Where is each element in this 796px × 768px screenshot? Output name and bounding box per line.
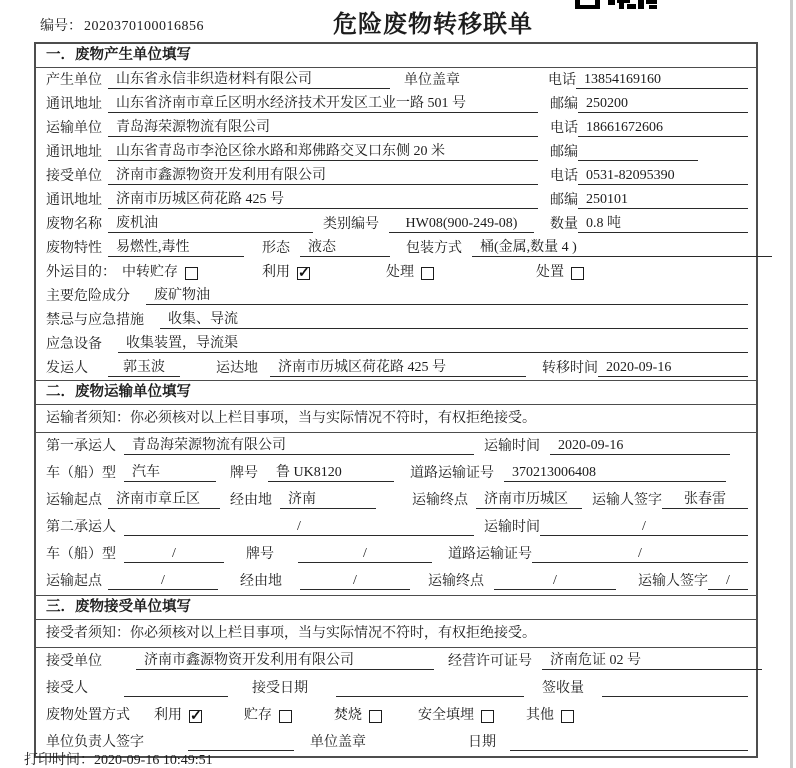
sign-qty-value — [602, 696, 748, 697]
disposal-landfill-checkbox-icon — [481, 710, 494, 723]
disposal-option-storage — [244, 704, 292, 724]
route1-via-label: 经由地 — [230, 493, 272, 508]
hazard-value: 废矿物油 — [146, 284, 748, 305]
waste-name-label: 废物名称 — [46, 217, 102, 232]
transporter-phone-value: 18661672606 — [578, 120, 748, 137]
dest-label: 运达地 — [216, 361, 258, 376]
route1-end-label: 运输终点 — [412, 493, 468, 508]
form-row-taboo — [36, 308, 756, 332]
form-row-receiver-address — [36, 188, 756, 212]
waste-code-value: HW08(900-249-08) — [389, 216, 534, 233]
section-producer — [36, 44, 756, 381]
disposal-option-other — [526, 704, 574, 724]
form-row-carrier1 — [36, 433, 756, 460]
form-row-transporter-address — [36, 140, 756, 164]
receiver-label: 接受单位 — [46, 169, 102, 184]
disposal-other-label: 其他 — [526, 708, 554, 723]
disposal-other-checkbox-icon — [561, 710, 574, 723]
receiver-zip-value: 250101 — [578, 192, 748, 209]
form-row-carrier2 — [36, 514, 756, 541]
road-license1-label: 道路运输证号 — [410, 466, 494, 481]
acceptor-value — [124, 696, 228, 697]
form-row-receive-unit — [36, 648, 756, 675]
dest-value: 济南市历城区荷花路 425 号 — [270, 356, 526, 377]
print-time — [24, 749, 213, 768]
route2-start-value: / — [108, 573, 218, 590]
plate2-value: / — [298, 546, 432, 563]
route1-start-value: 济南市章丘区 — [108, 488, 220, 509]
route2-sign-label: 运输人签字 — [638, 574, 708, 589]
sign-date-value — [510, 750, 748, 751]
receiver-phone-label: 电话 — [550, 169, 578, 184]
form-row-disposal — [36, 702, 756, 729]
route2-via-value: / — [300, 573, 410, 590]
receiver-addr-value: 济南市历城区荷花路 425 号 — [108, 188, 538, 209]
operate-license-value: 济南危证 02 号 — [542, 649, 762, 670]
disposal-utilize-label: 利用 — [154, 708, 182, 723]
dispose-checkbox-icon — [571, 267, 584, 280]
purpose-label: 外运目的： — [46, 265, 116, 280]
route2-start-label: 运输起点 — [46, 574, 102, 589]
option-dispose-label: 处置 — [536, 265, 564, 280]
producer-phone-label: 电话 — [548, 73, 576, 88]
transporter-phone-label: 电话 — [550, 121, 578, 136]
waste-char-label: 废物特性 — [46, 241, 102, 256]
producer-value: 山东省永信非织造材料有限公司 — [108, 68, 390, 89]
producer-phone-value: 13854169160 — [576, 72, 748, 89]
form-row-waste-character — [36, 236, 756, 260]
plate1-label: 牌号 — [230, 466, 258, 481]
page-edge-line — [790, 0, 793, 768]
route1-sign-value: 张春雷 — [662, 488, 748, 509]
unit-stamp-label: 单位盖章 — [310, 735, 366, 750]
vehicle1-value: 汽车 — [124, 461, 216, 482]
form-row-route1 — [36, 487, 756, 514]
manifest-form — [34, 42, 758, 758]
disposal-label: 废物处置方式 — [46, 708, 130, 723]
treat-checkbox-icon — [421, 267, 434, 280]
operate-license-label: 经营许可证号 — [448, 654, 532, 669]
form-row-equipment — [36, 332, 756, 356]
carrier1-label: 第一承运人 — [46, 439, 116, 454]
vehicle2-label: 车（船）型 — [46, 547, 116, 562]
carrier2-time-label: 运输时间 — [484, 520, 540, 535]
vehicle1-label: 车（船）型 — [46, 466, 116, 481]
route2-sign-value: / — [708, 573, 748, 590]
option-treat-label: 处理 — [386, 265, 414, 280]
waste-qty-value: 0.8 吨 — [578, 212, 748, 233]
form-row-vehicle1 — [36, 460, 756, 487]
waste-form-value: 液态 — [300, 236, 390, 257]
producer-label: 产生单位 — [46, 73, 102, 88]
sign-date-label: 日期 — [468, 735, 496, 750]
equipment-value: 收集装置，导流渠 — [118, 332, 748, 353]
doc-number-value: 2020370100016856 — [84, 19, 204, 34]
disposal-landfill-label: 安全填埋 — [418, 708, 474, 723]
hazard-label: 主要危险成分 — [46, 289, 130, 304]
route2-end-value: / — [494, 573, 616, 590]
stamp-label: 单位盖章 — [404, 73, 460, 88]
carrier2-time-value: / — [540, 519, 748, 536]
disposal-incinerate-checkbox-icon — [369, 710, 382, 723]
receiver-phone-value: 0531-82095390 — [578, 168, 748, 185]
taboo-value: 收集、导流 — [160, 308, 748, 329]
route1-sign-label: 运输人签字 — [592, 493, 662, 508]
form-row-vehicle2 — [36, 541, 756, 568]
plate1-value: 鲁 UK8120 — [268, 461, 394, 482]
acceptor-label: 接受人 — [46, 681, 88, 696]
form-row-hazard — [36, 284, 756, 308]
producer-addr-label: 通讯地址 — [46, 97, 102, 112]
disposal-storage-label: 贮存 — [244, 708, 272, 723]
disposal-incinerate-label: 焚烧 — [334, 708, 362, 723]
disposal-utilize-checkbox-icon — [189, 710, 202, 723]
carrier1-value: 青岛海荣源物流有限公司 — [124, 434, 474, 455]
waste-char-value: 易燃性,毒性 — [108, 236, 244, 257]
transporter-notice: 运输者须知：你必须核对以上栏目事项，当与实际情况不符时，有权拒绝接受。 — [36, 405, 756, 433]
section3-header: 三．废物接受单位填写 — [36, 596, 756, 620]
transporter-label: 运输单位 — [46, 121, 102, 136]
section-transporter — [36, 381, 756, 596]
option-transfer-storage-label: 中转贮存 — [122, 265, 178, 280]
transporter-value: 青岛海荣源物流有限公司 — [108, 116, 538, 137]
receive-unit-value: 济南市鑫源物资开发利用有限公司 — [136, 649, 434, 670]
waste-pack-value: 桶(金属,数量 4 ) — [472, 236, 772, 257]
carrier1-time-label: 运输时间 — [484, 439, 540, 454]
utilize-checkbox-icon — [297, 267, 310, 280]
road-license2-value: / — [532, 546, 748, 563]
page-title: 危险废物转移联单 — [333, 12, 533, 38]
responsible-sign-label: 单位负责人签字 — [46, 735, 144, 750]
shipper-value: 郭玉波 — [108, 356, 180, 377]
waste-name-value: 废机油 — [108, 212, 313, 233]
transfer-time-label: 转移时间 — [542, 361, 598, 376]
taboo-label: 禁忌与应急措施 — [46, 313, 144, 328]
transporter-addr-label: 通讯地址 — [46, 145, 102, 160]
section1-header: 一．废物产生单位填写 — [36, 44, 756, 68]
waste-qty-label: 数量 — [550, 217, 578, 232]
route1-via-value: 济南 — [280, 488, 376, 509]
option-utilize-label: 利用 — [262, 265, 290, 280]
transfer-time-value: 2020-09-16 — [598, 360, 748, 377]
section2-header: 二．废物运输单位填写 — [36, 381, 756, 405]
print-time-value: 2020-09-16 10:49:51 — [94, 753, 213, 768]
print-time-label: 打印时间： — [24, 753, 94, 768]
form-row-receiver — [36, 164, 756, 188]
form-row-transporter — [36, 116, 756, 140]
accept-date-value — [336, 696, 524, 697]
route1-start-label: 运输起点 — [46, 493, 102, 508]
form-row-producer — [36, 68, 756, 92]
form-row-shipper — [36, 356, 756, 380]
waste-code-label: 类别编号 — [323, 217, 379, 232]
doc-number — [40, 15, 204, 35]
plate2-label: 牌号 — [246, 547, 274, 562]
option-utilize — [262, 261, 310, 281]
producer-zip-value: 250200 — [578, 96, 748, 113]
form-row-route2 — [36, 568, 756, 595]
carrier1-time-value: 2020-09-16 — [550, 438, 730, 455]
form-row-producer-address — [36, 92, 756, 116]
sign-qty-label: 签收量 — [542, 681, 584, 696]
vehicle2-value: / — [124, 546, 224, 563]
option-treat — [386, 261, 434, 281]
waste-pack-label: 包装方式 — [406, 241, 462, 256]
disposal-option-incinerate — [334, 704, 382, 724]
receiver-addr-label: 通讯地址 — [46, 193, 102, 208]
option-transfer-storage — [122, 261, 198, 281]
carrier2-value: / — [124, 519, 474, 536]
receiver-notice: 接受者须知：你必须核对以上栏目事项，当与实际情况不符时，有权拒绝接受。 — [36, 620, 756, 648]
disposal-storage-checkbox-icon — [279, 710, 292, 723]
equipment-label: 应急设备 — [46, 337, 102, 352]
option-dispose — [536, 261, 584, 281]
transporter-zip-label: 邮编 — [550, 145, 578, 160]
transfer-storage-checkbox-icon — [185, 267, 198, 280]
receiver-zip-label: 邮编 — [550, 193, 578, 208]
qr-code-fragment-icon — [575, 0, 657, 10]
shipper-label: 发运人 — [46, 361, 88, 376]
form-row-acceptor — [36, 675, 756, 702]
receiver-value: 济南市鑫源物资开发利用有限公司 — [108, 164, 538, 185]
waste-form-label: 形态 — [262, 241, 290, 256]
form-row-waste-name — [36, 212, 756, 236]
transporter-addr-value: 山东省青岛市李沧区徐水路和郑佛路交叉口东侧 20 米 — [108, 140, 538, 161]
producer-addr-value: 山东省济南市章丘区明水经济技术开发区工业一路 501 号 — [108, 92, 538, 113]
disposal-option-landfill — [418, 704, 494, 724]
accept-date-label: 接受日期 — [252, 681, 308, 696]
form-row-purpose — [36, 260, 756, 284]
road-license2-label: 道路运输证号 — [448, 547, 532, 562]
road-license1-value: 370213006408 — [504, 465, 726, 482]
section-receiver — [36, 596, 756, 756]
producer-zip-label: 邮编 — [550, 97, 578, 112]
carrier2-label: 第二承运人 — [46, 520, 116, 535]
receive-unit-label: 接受单位 — [46, 654, 102, 669]
doc-number-label: 编号： — [40, 19, 82, 34]
route1-end-value: 济南市历城区 — [476, 488, 582, 509]
route2-end-label: 运输终点 — [428, 574, 484, 589]
route2-via-label: 经由地 — [240, 574, 282, 589]
transporter-zip-value — [578, 160, 698, 161]
disposal-option-utilize — [154, 704, 202, 724]
